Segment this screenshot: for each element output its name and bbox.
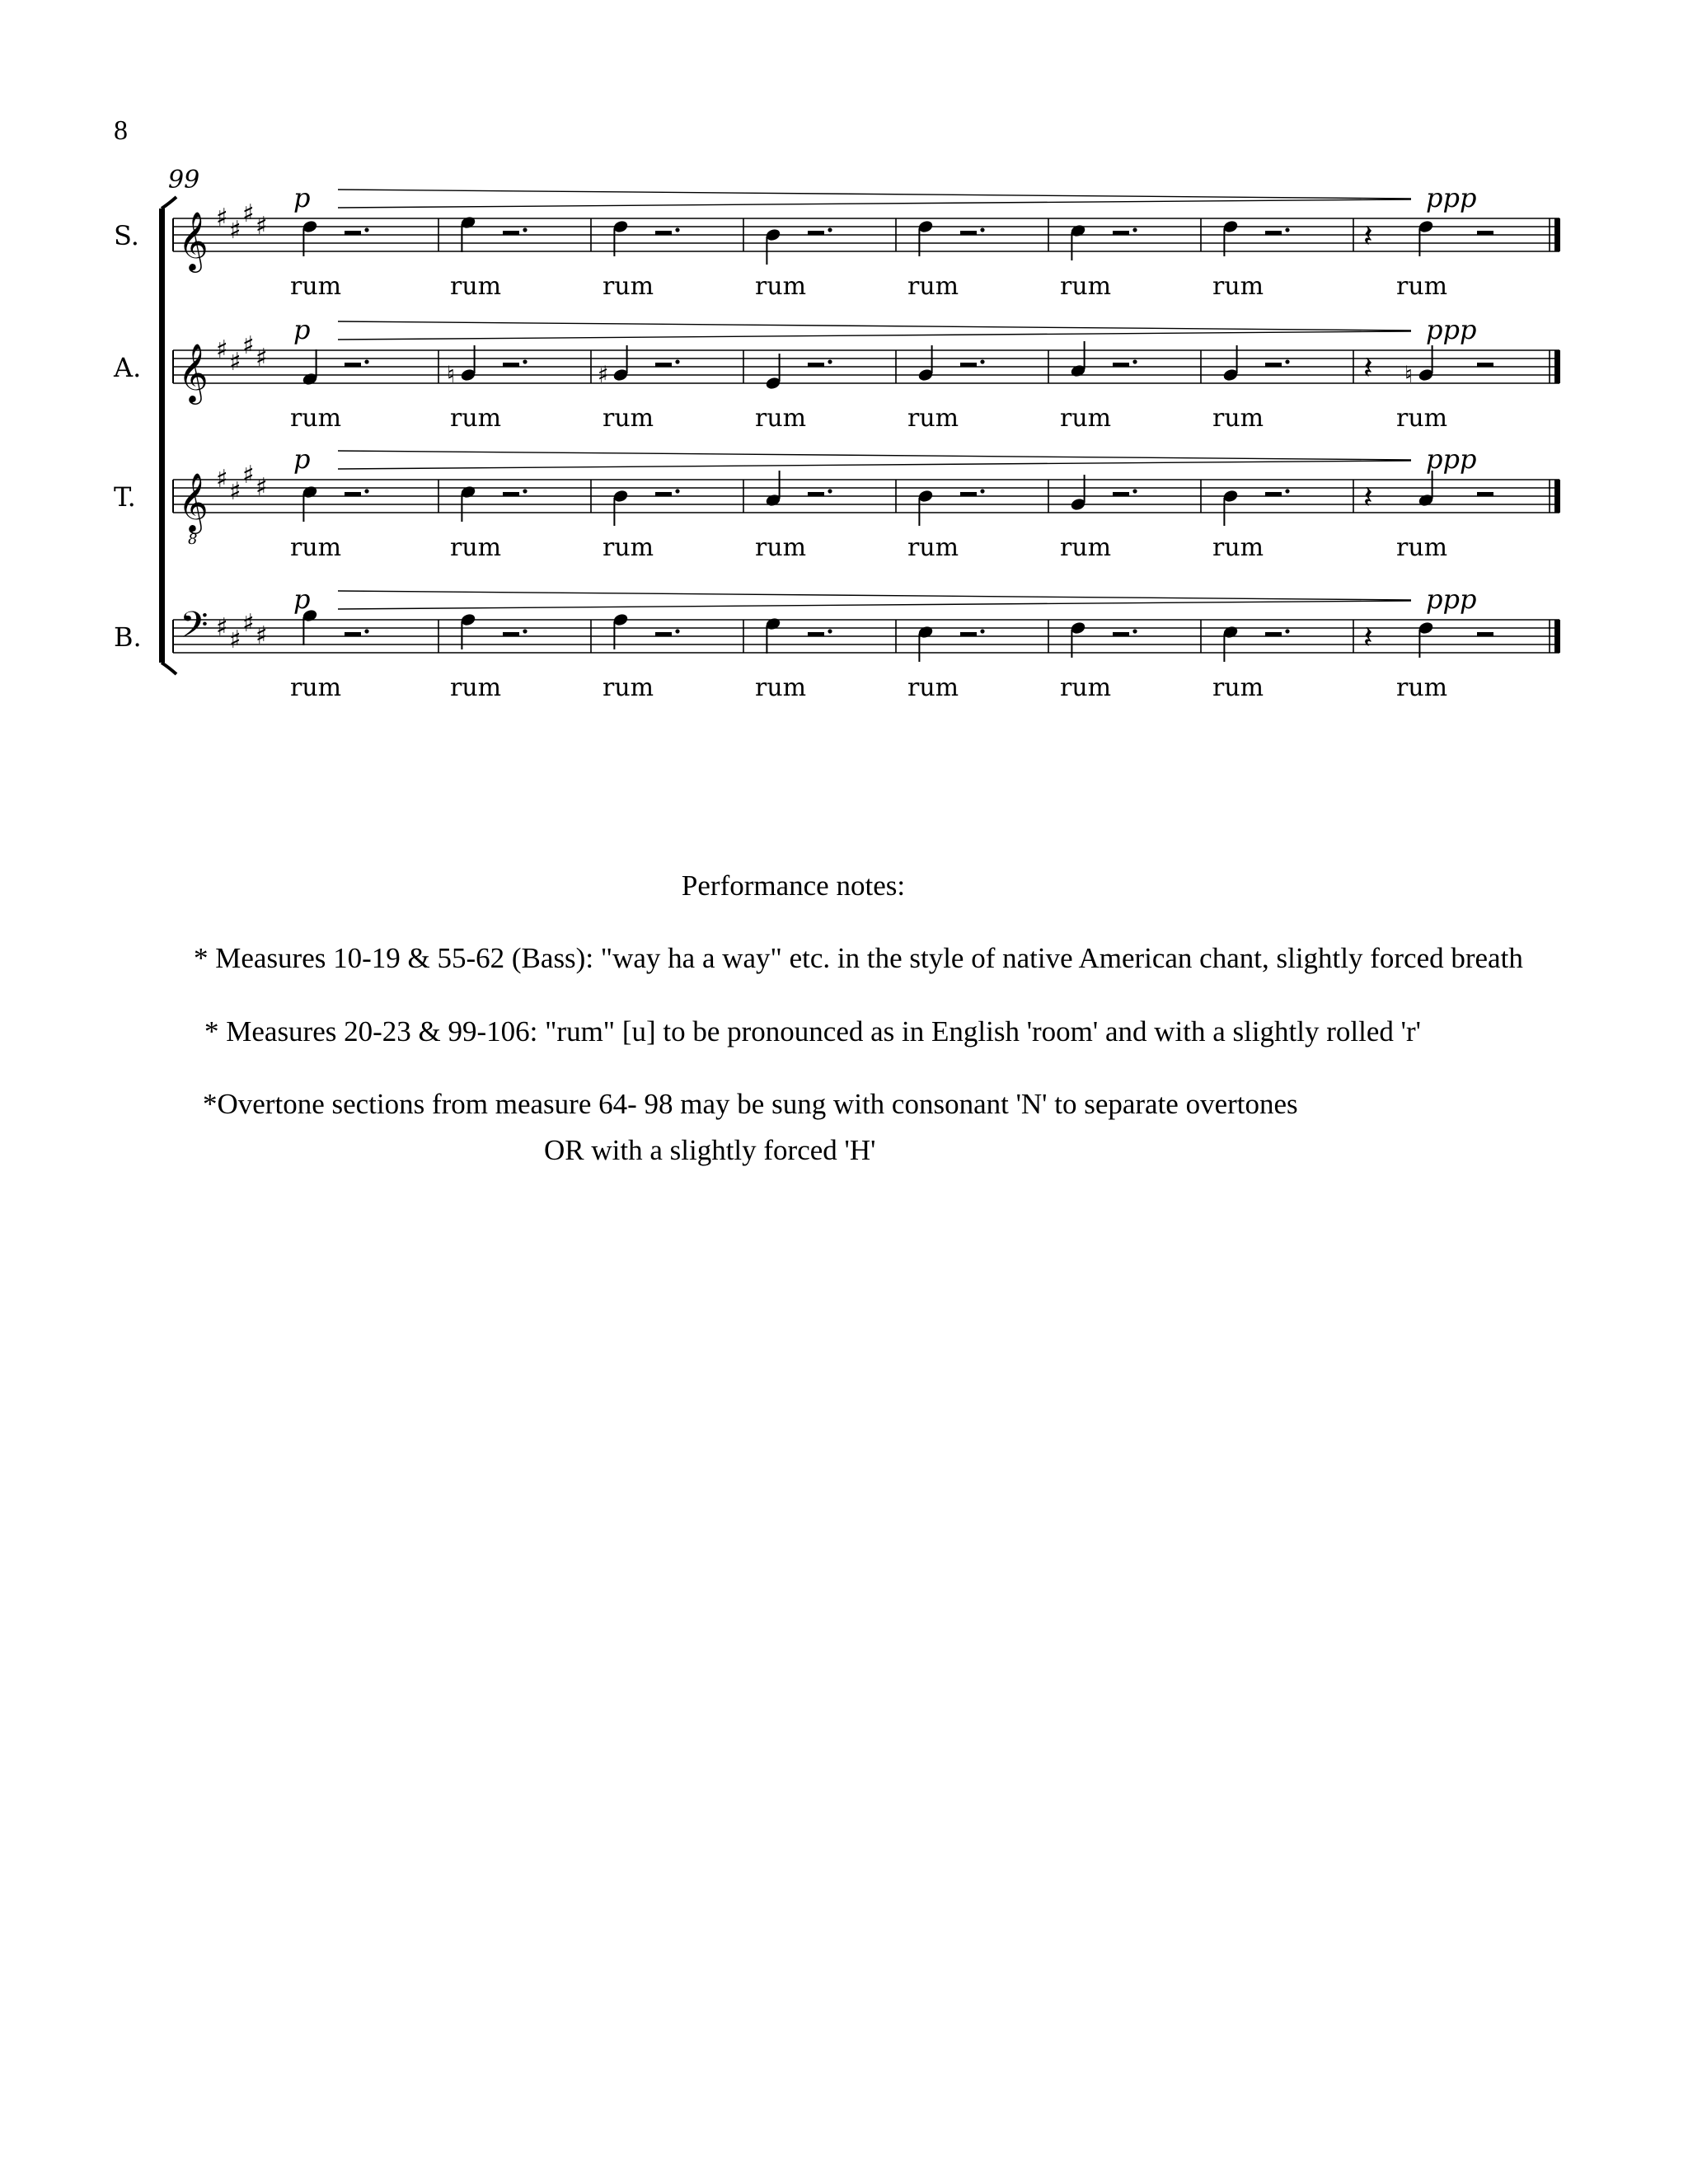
dynamic-start: p [293, 314, 311, 345]
half-rest-icon [1477, 231, 1493, 235]
half-rest-icon [655, 363, 672, 367]
key-sharp-icon: ♯ [216, 465, 228, 494]
hairpin-lower [338, 461, 1411, 469]
rest-dot [980, 227, 984, 232]
lyric-syllable: rum [1396, 272, 1448, 301]
rest-dot [980, 489, 984, 493]
rest-dot [980, 629, 984, 633]
dynamic-start: p [293, 583, 311, 615]
half-rest-icon [808, 492, 824, 496]
half-rest-icon [345, 231, 361, 235]
quarter-rest-icon: 𝄽 [1363, 349, 1373, 386]
treble-clef-icon: 𝄞 [178, 342, 209, 402]
key-sharp-icon: ♯ [216, 335, 228, 364]
measure-number: 99 [168, 166, 200, 194]
bracket-top-hook [162, 197, 176, 209]
rest-dot [523, 359, 527, 363]
hairpin-upper [338, 321, 1411, 330]
rest-dot [523, 227, 527, 232]
half-rest-icon [503, 231, 519, 235]
rest-dot [523, 629, 527, 633]
lyric-syllable: rum [450, 673, 502, 702]
rest-dot [980, 359, 984, 363]
lyric-syllable: rum [1396, 673, 1448, 702]
natural-sign-icon: ♮ [447, 361, 456, 388]
rest-dot [828, 227, 832, 232]
half-rest-icon [960, 492, 977, 496]
lyric-syllable: rum [450, 272, 502, 301]
half-rest-icon [1477, 363, 1493, 367]
dynamic-start: p [293, 182, 311, 213]
half-rest-icon [960, 632, 977, 636]
rest-dot [1285, 629, 1289, 633]
hairpin-upper [338, 451, 1411, 460]
key-sharp-icon: ♯ [242, 199, 255, 228]
half-rest-icon [1265, 231, 1282, 235]
lyric-syllable: rum [1212, 272, 1264, 301]
final-barline-thick [1554, 620, 1560, 653]
half-rest-icon [345, 492, 361, 496]
half-rest-icon [655, 231, 672, 235]
part-label: S. [114, 220, 139, 251]
half-rest-icon [503, 363, 519, 367]
system-bracket [159, 209, 165, 663]
lyric-syllable: rum [1060, 404, 1112, 433]
key-sharp-icon: ♯ [229, 626, 241, 654]
dynamic-end: ppp [1426, 182, 1477, 213]
sharp-sign-icon: ♯ [598, 361, 609, 388]
performance-note-3-continued: OR with a slightly forced 'H' [544, 1134, 876, 1166]
rest-dot [1285, 359, 1289, 363]
key-sharp-icon: ♯ [256, 473, 268, 502]
half-rest-icon [960, 363, 977, 367]
key-sharp-icon: ♯ [256, 212, 268, 241]
lyric-syllable: rum [755, 404, 807, 433]
lyric-syllable: rum [907, 272, 959, 301]
rest-dot [364, 489, 368, 493]
half-rest-icon [345, 363, 361, 367]
quarter-rest-icon: 𝄽 [1363, 479, 1373, 515]
hairpin-lower [338, 601, 1411, 609]
half-rest-icon [1265, 492, 1282, 496]
key-sharp-icon: ♯ [216, 613, 228, 642]
rest-dot [1132, 227, 1137, 232]
final-barline-thick [1554, 480, 1560, 513]
hairpin-lower [338, 199, 1411, 208]
lyric-syllable: rum [755, 533, 807, 562]
half-rest-icon [503, 492, 519, 496]
part-label: T. [114, 481, 136, 513]
lyric-syllable: rum [1060, 673, 1112, 702]
treble-clef-icon: 𝄞 [178, 210, 209, 270]
lyric-syllable: rum [1212, 404, 1264, 433]
half-rest-icon [1477, 492, 1493, 496]
bass-clef-icon: 𝄢 [180, 603, 209, 655]
lyric-syllable: rum [290, 404, 342, 433]
key-sharp-icon: ♯ [229, 477, 241, 506]
lyric-syllable: rum [603, 533, 654, 562]
lyric-syllable: rum [603, 272, 654, 301]
key-sharp-icon: ♯ [229, 216, 241, 245]
lyric-syllable: rum [1212, 533, 1264, 562]
bracket-bottom-hook [162, 663, 176, 674]
half-rest-icon [808, 363, 824, 367]
part-label: B. [114, 621, 142, 653]
rest-dot [675, 489, 679, 493]
half-rest-icon [1113, 632, 1129, 636]
rest-dot [1285, 489, 1289, 493]
key-sharp-icon: ♯ [242, 609, 255, 638]
performance-notes-title: Performance notes: [681, 869, 906, 902]
rest-dot [364, 227, 368, 232]
rest-dot [1285, 227, 1289, 232]
lyric-syllable: rum [1396, 404, 1448, 433]
final-barline-thick [1554, 218, 1560, 251]
natural-sign-icon: ♮ [1404, 361, 1414, 388]
dynamic-end: ppp [1426, 314, 1477, 345]
half-rest-icon [960, 231, 977, 235]
lyric-syllable: rum [1212, 673, 1264, 702]
lyric-syllable: rum [907, 533, 959, 562]
rest-dot [523, 489, 527, 493]
lyric-syllable: rum [290, 533, 342, 562]
rest-dot [675, 359, 679, 363]
dynamic-end: ppp [1426, 583, 1477, 615]
lyric-syllable: rum [907, 673, 959, 702]
quarter-rest-icon: 𝄽 [1363, 619, 1373, 655]
dynamic-end: ppp [1426, 443, 1477, 475]
performance-note-1: * Measures 10-19 & 55-62 (Bass): "way ha a way" etc. in the style of native American chant, slightly forced breath [194, 942, 1523, 974]
lyric-syllable: rum [450, 533, 502, 562]
rest-dot [1132, 359, 1137, 363]
half-rest-icon [345, 632, 361, 636]
hairpin-upper [338, 591, 1411, 600]
half-rest-icon [1477, 632, 1493, 636]
lyric-syllable: rum [1396, 533, 1448, 562]
rest-dot [828, 629, 832, 633]
rest-dot [1132, 489, 1137, 493]
half-rest-icon [808, 231, 824, 235]
lyric-syllable: rum [1060, 272, 1112, 301]
lyric-syllable: rum [290, 272, 342, 301]
rest-dot [675, 629, 679, 633]
half-rest-icon [655, 492, 672, 496]
half-rest-icon [808, 632, 824, 636]
half-rest-icon [1113, 492, 1129, 496]
half-rest-icon [1113, 231, 1129, 235]
key-sharp-icon: ♯ [256, 621, 268, 650]
key-sharp-icon: ♯ [242, 461, 255, 490]
page-number: 8 [114, 115, 128, 146]
final-barline-thick [1554, 350, 1560, 383]
treble-clef-icon: 𝄞 [178, 471, 209, 532]
half-rest-icon [655, 632, 672, 636]
rest-dot [364, 629, 368, 633]
lyric-syllable: rum [755, 673, 807, 702]
lyric-syllable: rum [907, 404, 959, 433]
performance-note-2: * Measures 20-23 & 99-106: "rum" [u] to be pronounced as in English 'room' and with a slightly rolled 'r' [204, 1015, 1421, 1047]
rest-dot [675, 227, 679, 232]
quarter-rest-icon: 𝄽 [1363, 218, 1373, 254]
octave-8-marker: 8 [188, 531, 198, 548]
half-rest-icon [1265, 632, 1282, 636]
performance-note-3: *Overtone sections from measure 64- 98 may be sung with consonant 'N' to separate overtones [203, 1088, 1298, 1120]
lyric-syllable: rum [1060, 533, 1112, 562]
lyric-syllable: rum [290, 673, 342, 702]
music-score [0, 0, 1688, 742]
rest-dot [828, 489, 832, 493]
rest-dot [364, 359, 368, 363]
lyric-syllable: rum [603, 673, 654, 702]
hairpin-lower [338, 331, 1411, 340]
lyric-syllable: rum [603, 404, 654, 433]
key-sharp-icon: ♯ [256, 344, 268, 373]
key-sharp-icon: ♯ [216, 204, 228, 232]
part-label: A. [114, 352, 142, 383]
key-sharp-icon: ♯ [229, 348, 241, 377]
lyric-syllable: rum [450, 404, 502, 433]
rest-dot [1132, 629, 1137, 633]
hairpin-upper [338, 190, 1411, 199]
half-rest-icon [1113, 363, 1129, 367]
dynamic-start: p [293, 443, 311, 475]
key-sharp-icon: ♯ [242, 331, 255, 360]
lyric-syllable: rum [755, 272, 807, 301]
half-rest-icon [1265, 363, 1282, 367]
half-rest-icon [503, 632, 519, 636]
rest-dot [828, 359, 832, 363]
